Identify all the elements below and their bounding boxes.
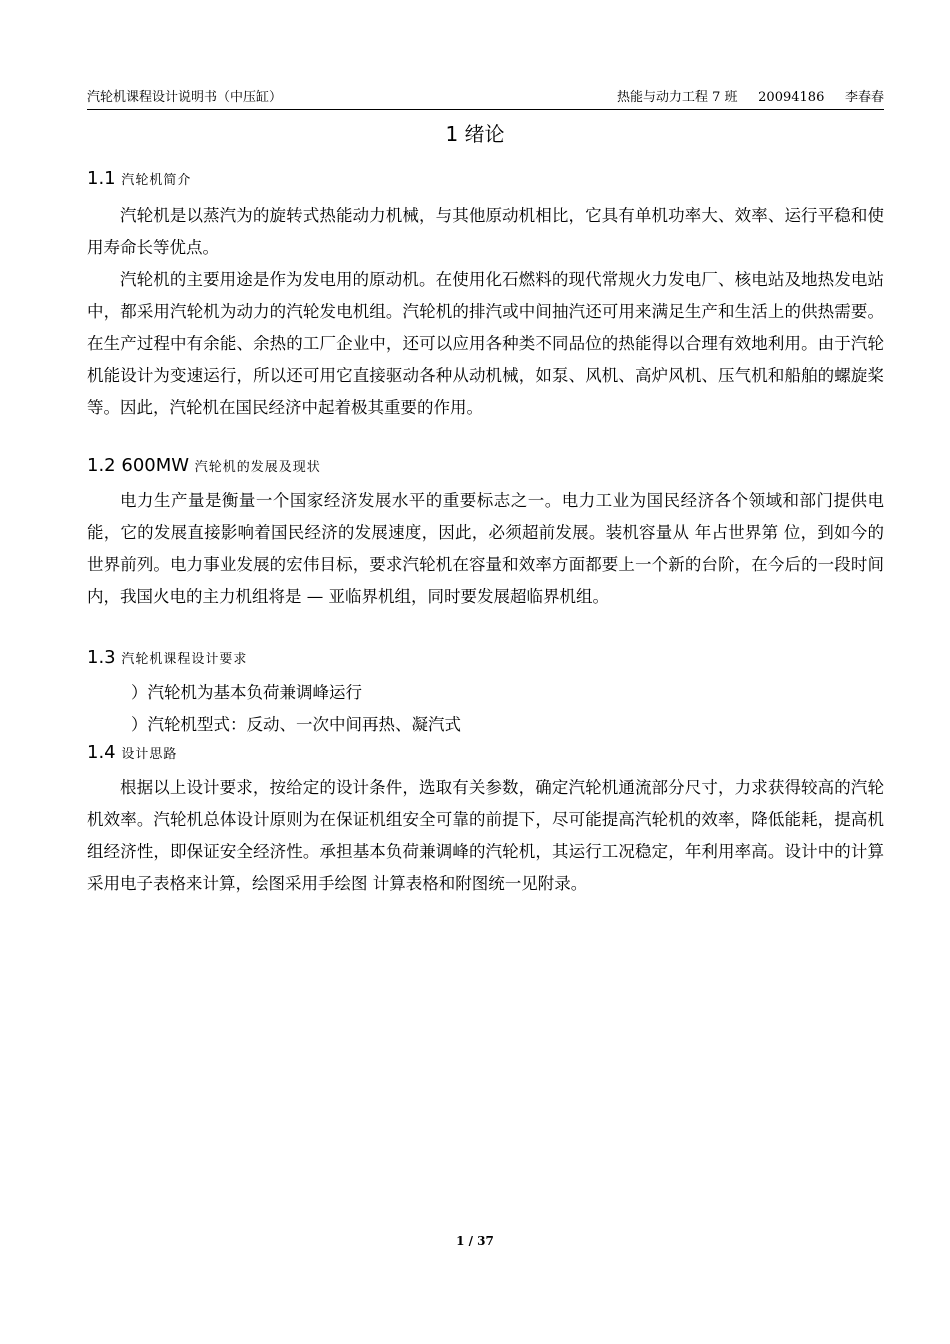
list-item: ）汽轮机为基本负荷兼调峰运行 (131, 683, 362, 702)
list-item: ）汽轮机型式：反动、一次中间再热、凝汽式 (131, 715, 461, 734)
paragraph: 根据以上设计要求，按给定的设计条件，选取有关参数，确定汽轮机通流部分尺寸，力求获得较高的汽轮机效率。汽轮机总体设计原则为在保证机组安全可靠的前提下，尽可能提高汽轮机的效率，降低能耗，提高机组经济性，即保证安全经济性。承担基本负荷兼调峰的汽轮机，其运行工况稳定，年利用率高。设计中的计算采用电子表格来计算，绘图采用手绘图 计算表格和附图统一见附录。 (87, 778, 884, 893)
section-title-lead: 600MW (121, 455, 190, 476)
section-title: 汽轮机的发展及现状 (194, 460, 321, 475)
section-title: 汽轮机课程设计要求 (121, 652, 248, 667)
header-author-info: 热能与动力工程 7 班 20094186 李春春 (616, 90, 884, 105)
section-number: 1.1 (87, 168, 116, 189)
section-heading-1-2 (87, 453, 321, 481)
section-heading-1-4 (87, 740, 177, 768)
running-header (87, 88, 884, 108)
header-divider (87, 109, 884, 110)
section-number: 1.2 (87, 455, 116, 476)
section-title: 设计思路 (121, 747, 178, 762)
section-heading-1-3 (87, 645, 247, 673)
header-document-title: 汽轮机课程设计说明书（中压缸） (87, 90, 283, 105)
section-number: 1.3 (87, 647, 116, 668)
section-heading-1-1 (87, 166, 191, 194)
section-title: 汽轮机简介 (121, 173, 192, 188)
section-number: 1.4 (87, 742, 116, 763)
page-number: 1 / 37 (456, 1234, 494, 1248)
chapter-title: 1 绪论 (445, 122, 505, 146)
paragraph: 电力生产量是衡量一个国家经济发展水平的重要标志之一。电力工业为国民经济各个领域和部门提供电能，它的发展直接影响着国民经济的发展速度，因此，必须超前发展。装机容量从 年占世界第 位，到如今的世界前列。电力事业发展的宏伟目标，要求汽轮机在容量和效率方面都要上一个新的台阶，在今后的一段时间内，我国火电的主力机组将是 — 亚临界机组，同时要发展超临界机组。 (87, 491, 884, 606)
paragraph: 汽轮机的主要用途是作为发电用的原动机。在使用化石燃料的现代常规火力发电厂、核电站及地热发电站中，都采用汽轮机为动力的汽轮发电机组。汽轮机的排汽或中间抽汽还可用来满足生产和生活上的供热需要。在生产过程中有余能、余热的工厂企业中，还可以应用各种类不同品位的热能得以合理有效地利用。由于汽轮机能设计为变速运行，所以还可用它直接驱动各种从动机械，如泵、风机、高炉风机、压气机和船舶的螺旋桨等。因此，汽轮机在国民经济中起着极其重要的作用。 (87, 270, 884, 417)
paragraph: 汽轮机是以蒸汽为的旋转式热能动力机械，与其他原动机相比，它具有单机功率大、效率、运行平稳和使用寿命长等优点。 (87, 206, 884, 257)
